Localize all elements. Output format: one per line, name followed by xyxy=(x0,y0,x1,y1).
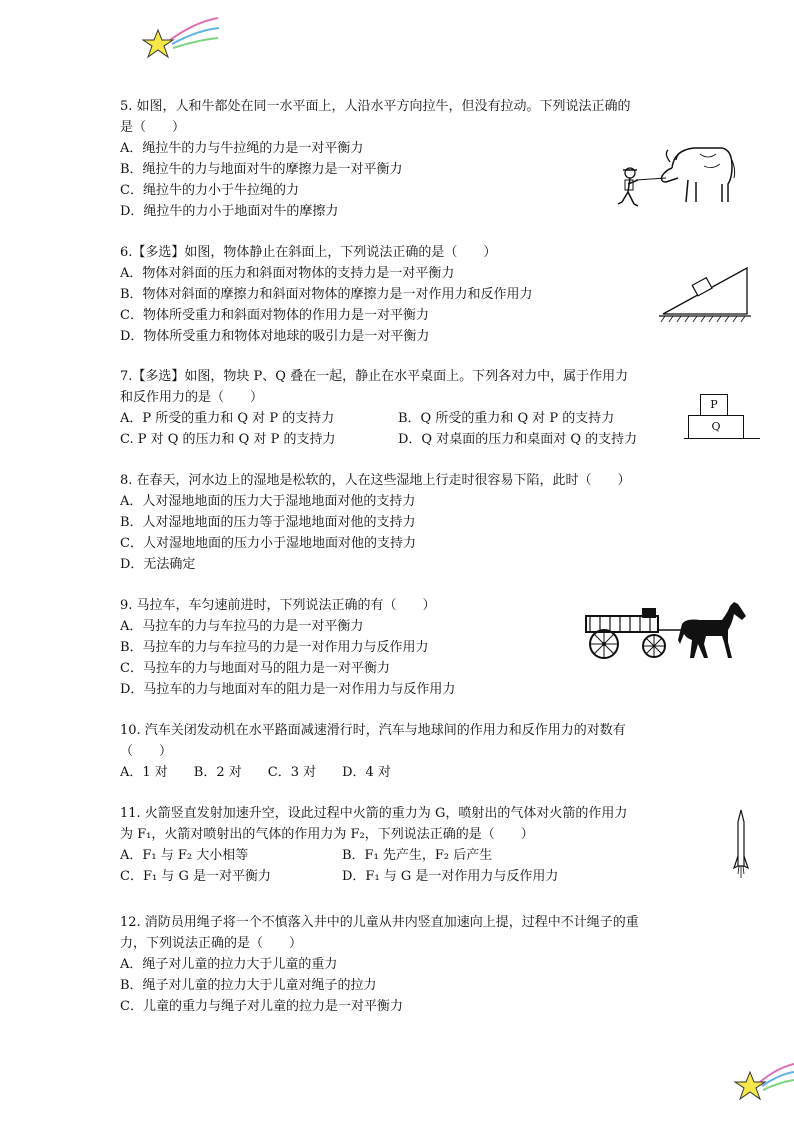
options-row xyxy=(120,408,680,429)
options-row: A．1 对 B．2 对 C．3 对 D．4 对 xyxy=(120,765,391,780)
question-stem: 为 F₁，火箭对喷射出的气体的作用力为 F₂，下列说法正确的是（ ） xyxy=(120,827,534,842)
option-a: A．物体对斜面的压力和斜面对物体的支持力是一对平衡力 xyxy=(120,266,455,281)
option-c: C. P 对 Q 的压力和 Q 对 P 的支持力 xyxy=(120,432,336,447)
option-c: C．马拉车的力与地面对马的阻力是一对平衡力 xyxy=(120,661,390,676)
question-stem: （ ） xyxy=(120,744,173,759)
option-b: B．Q 所受的重力和 Q 对 P 的支持力 xyxy=(398,411,615,426)
option-a: A．F₁ 与 F₂ 大小相等 xyxy=(120,848,249,863)
question-stem: 5. 如图，人和牛都处在同一水平面上，人沿水平方向拉牛，但没有拉动。下列说法正确的 xyxy=(120,99,631,114)
question-5 xyxy=(120,96,680,222)
options-row xyxy=(120,845,680,866)
option-a: A．绳子对儿童的拉力大于儿童的重力 xyxy=(120,957,338,972)
option-d: D．物体所受重力和物体对地球的吸引力是一对平衡力 xyxy=(120,329,430,344)
question-stem: 是（ ） xyxy=(120,120,186,135)
option-c: C．绳拉牛的力小于牛拉绳的力 xyxy=(120,183,299,198)
question-stem: 6.【多选】如图，物体静止在斜面上，下列说法正确的是（ ） xyxy=(120,245,497,260)
question-stem: 8. 在春天，河水边上的湿地是松软的，人在这些湿地上行走时很容易下陷，此时（ ） xyxy=(120,473,631,488)
question-stem: 9. 马拉车，车匀速前进时，下列说法正确的有（ ） xyxy=(120,598,436,613)
question-stem: 10. 汽车关闭发动机在水平路面减速滑行时，汽车与地球间的作用力和反作用力的对数有 xyxy=(120,723,626,738)
option-c: C．人对湿地地面的压力小于湿地地面对他的支持力 xyxy=(120,536,416,551)
option-c: C．物体所受重力和斜面对物体的作用力是一对平衡力 xyxy=(120,308,429,323)
option-c: C．F₁ 与 G 是一对平衡力 xyxy=(120,869,271,884)
rocket-figure xyxy=(730,808,752,880)
option-d: D．马拉车的力与地面对车的阻力是一对作用力与反作用力 xyxy=(120,682,456,697)
question-stem: 力，下列说法正确的是（ ） xyxy=(120,936,303,951)
question-stem: 和反作用力的是（ ） xyxy=(120,390,264,405)
question-6 xyxy=(120,242,680,347)
option-a: A．马拉车的力与车拉马的力是一对平衡力 xyxy=(120,619,364,634)
question-12 xyxy=(120,912,680,1017)
option-b: B．绳拉牛的力与地面对牛的摩擦力是一对平衡力 xyxy=(120,162,403,177)
option-b: B．绳子对儿童的拉力大于儿童对绳子的拉力 xyxy=(120,978,377,993)
shooting-star-icon-bottom xyxy=(732,1060,794,1105)
option-d: D．F₁ 与 G 是一对作用力与反作用力 xyxy=(342,869,559,884)
option-a: A．P 所受的重力和 Q 对 P 的支持力 xyxy=(120,411,335,426)
stacked-blocks-figure xyxy=(684,394,762,448)
question-10 xyxy=(120,720,680,783)
option-d: D．无法确定 xyxy=(120,557,196,572)
option-d: D．绳拉牛的力小于地面对牛的摩擦力 xyxy=(120,204,339,219)
question-stem: 7.【多选】如图，物块 P、Q 叠在一起，静止在水平桌面上。下列各对力中，属于作用力 xyxy=(120,369,629,384)
question-stem: 12. 消防员用绳子将一个不慎落入井中的儿童从井内竖直加速向上提，过程中不计绳子的重 xyxy=(120,915,639,930)
options-row xyxy=(120,866,680,887)
option-c: C．儿童的重力与绳子对儿童的拉力是一对平衡力 xyxy=(120,999,403,1014)
block-p: P xyxy=(700,394,728,416)
option-a: A．人对湿地地面的压力大于湿地地面对他的支持力 xyxy=(120,494,416,509)
horse-cart-figure xyxy=(582,600,752,664)
man-pulling-ox-figure xyxy=(612,140,737,215)
option-d: D．Q 对桌面的压力和桌面对 Q 的支持力 xyxy=(398,432,638,447)
question-7 xyxy=(120,366,680,450)
block-q: Q xyxy=(688,415,744,439)
question-11 xyxy=(120,803,680,887)
option-b: B．F₁ 先产生，F₂ 后产生 xyxy=(342,848,493,863)
incline-block-figure xyxy=(655,262,755,324)
shooting-star-icon-top xyxy=(140,12,220,62)
option-b: B．马拉车的力与车拉马的力是一对作用力与反作用力 xyxy=(120,640,429,655)
option-b: B．物体对斜面的摩擦力和斜面对物体的摩擦力是一对作用力和反作用力 xyxy=(120,287,533,302)
option-a: A．绳拉牛的力与牛拉绳的力是一对平衡力 xyxy=(120,141,364,156)
option-b: B．人对湿地地面的压力等于湿地地面对他的支持力 xyxy=(120,515,416,530)
question-stem: 11. 火箭竖直发射加速升空，设此过程中火箭的重力为 G，喷射出的气体对火箭的作用力 xyxy=(120,806,628,821)
options-row xyxy=(120,429,680,450)
table-surface xyxy=(684,438,760,439)
question-8 xyxy=(120,470,680,575)
